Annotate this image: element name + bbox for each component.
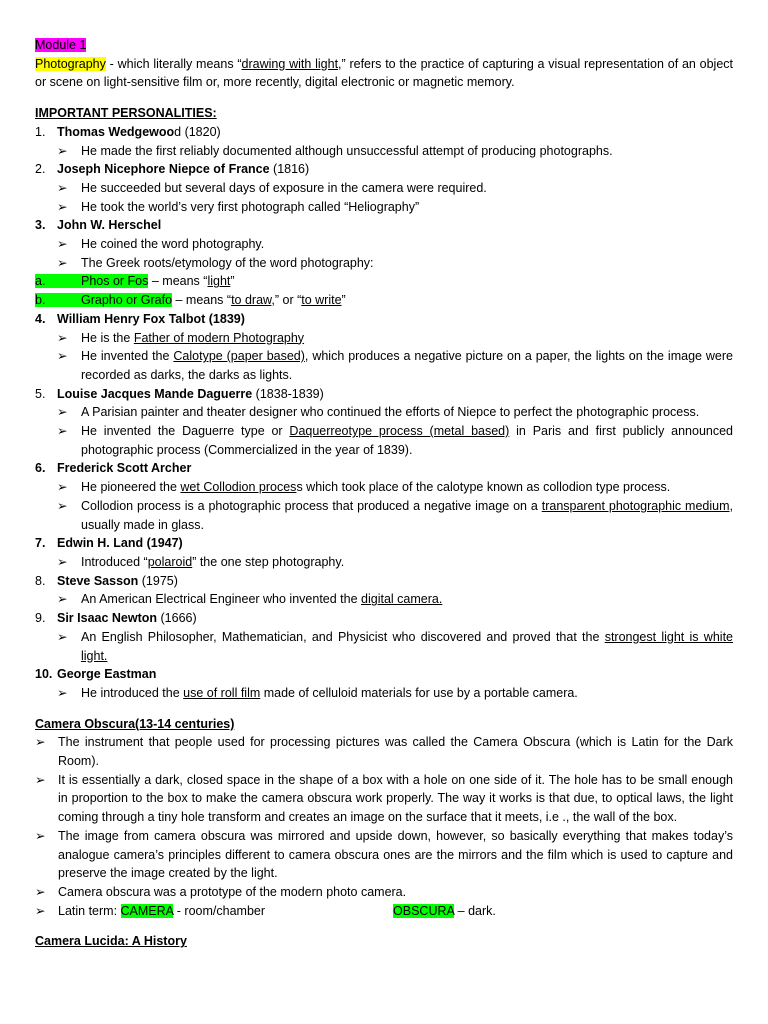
- intro-link: drawing with light: [241, 56, 339, 71]
- module-label: Module 1: [35, 38, 87, 52]
- obscura-item: ➢ The image from camera obscura was mirrored and upside down, however, so basically everything that makes today’s analogue camera’s principles different to camera obscura ones are the mirrors and the film which is used to capture and preserve the image created by the light.: [35, 828, 733, 881]
- arrow-bullet-icon: ➢: [35, 884, 46, 899]
- bullet: ➢ He pioneered the wet Collodion process which took place of the calotype known as collodion type process.: [35, 478, 733, 497]
- obscura-item: ➢ Latin term: CAMERA - room/chamber OBSCURA – dark.: [35, 902, 733, 921]
- personalities-heading: IMPORTANT PERSONALITIES:: [35, 106, 217, 121]
- arrow-bullet-icon: ➢: [57, 685, 68, 700]
- personality-7: 7. Edwin H. Land (1947): [35, 536, 183, 551]
- arrow-bullet-icon: ➢: [35, 735, 46, 750]
- obscura-item: ➢ Camera obscura was a prototype of the modern photo camera.: [35, 883, 733, 902]
- personality-1: 1. Thomas Wedgewood (1820): [35, 124, 221, 139]
- arrow-bullet-icon: ➢: [57, 405, 68, 420]
- bullet: ➢ He took the world’s very first photograph called “Heliography”: [35, 198, 733, 217]
- intro-term: Photography: [35, 56, 106, 71]
- arrow-bullet-icon: ➢: [57, 180, 68, 195]
- bullet: ➢ An American Electrical Engineer who invented the digital camera.: [35, 590, 733, 609]
- bullet: ➢ The Greek roots/etymology of the word photography:: [35, 254, 733, 273]
- bullet: ➢ He invented the Daguerre type or Daquerreotype process (metal based) in Paris and first publicly announced photographic process (Commercialized in the year of 1839).: [57, 424, 734, 457]
- arrow-bullet-icon: ➢: [57, 330, 68, 345]
- bullet: ➢ An English Philosopher, Mathematician, and Physicist who discovered and proved that the strongest light is white light.: [57, 629, 733, 663]
- document-page: [35, 36, 733, 951]
- personality-5: 5. Louise Jacques Mande Daguerre (1838-1839): [35, 386, 324, 401]
- personality-8: 8. Steve Sasson (1975): [35, 573, 178, 588]
- arrow-bullet-icon: ➢: [57, 237, 68, 252]
- bullet: ➢ A Parisian painter and theater designer who continued the efforts of Niepce to perfect the photographic process.: [35, 403, 733, 422]
- arrow-bullet-icon: ➢: [57, 554, 68, 569]
- greek-root-b: b. Grapho or Grafo – means “to draw,” or “to write”: [35, 293, 346, 308]
- bullet: ➢ He made the first reliably documented although unsuccessful attempt of producing photographs.: [35, 142, 733, 161]
- personality-10: 10. George Eastman: [35, 667, 157, 682]
- arrow-bullet-icon: ➢: [57, 592, 68, 607]
- arrow-bullet-icon: ➢: [35, 772, 46, 787]
- personality-9: 9. Sir Isaac Newton (1666): [35, 611, 197, 626]
- arrow-bullet-icon: ➢: [57, 199, 68, 214]
- greek-root-a: a. Phos or Fos – means “light”: [35, 274, 235, 289]
- arrow-bullet-icon: ➢: [57, 143, 68, 158]
- arrow-bullet-icon: ➢: [57, 255, 68, 270]
- obscura-item: ➢ It is essentially a dark, closed space in the shape of a box with a hole on one side of it. The hole has to be small enough in proportion to the box to make the camera obscura work properly. The way it works is that due, to optical laws, the light coming through a tiny hole transform and creates an image on the surface that it meets, i.e ., the wall of the box.: [35, 772, 733, 825]
- lucida-heading: Camera Lucida: A History: [35, 934, 187, 949]
- bullet: ➢ Collodion process is a photographic process that produced a negative image on a transparent photographic medium, usually made in glass.: [57, 498, 733, 532]
- bullet: ➢ He is the Father of modern Photography: [35, 329, 733, 348]
- arrow-bullet-icon: ➢: [57, 480, 68, 495]
- personality-4: 4. William Henry Fox Talbot (1839): [35, 311, 245, 326]
- bullet: ➢ He introduced the use of roll film made of celluloid materials for use by a portable camera.: [35, 684, 733, 703]
- arrow-bullet-icon: ➢: [57, 498, 68, 513]
- arrow-bullet-icon: ➢: [57, 349, 68, 364]
- bullet: ➢ He invented the Calotype (paper based), which produces a negative picture on a paper, the lights on the image were recorded as darks, the darks as lights.: [57, 349, 733, 382]
- obscura-heading: Camera Obscura(13-14 centuries): [35, 716, 235, 731]
- personality-6: 6. Frederick Scott Archer: [35, 461, 192, 476]
- intro-paragraph: Photography - which literally means “drawing with light,” refers to the practice of capturing a visual representation of an object or scene on light-sensitive film or, more recently, digital electronic or magnetic memory.: [35, 56, 733, 90]
- bullet: ➢ Introduced “polaroid” the one step photography.: [35, 553, 733, 572]
- obscura-item: ➢ The instrument that people used for processing pictures was called the Camera Obscura (which is Latin for the Dark Room).: [35, 735, 733, 769]
- bullet: ➢ He coined the word photography.: [35, 235, 733, 254]
- personality-2: 2. Joseph Nicephore Niepce of France (1816): [35, 162, 310, 177]
- arrow-bullet-icon: ➢: [35, 828, 46, 843]
- bullet: ➢ He succeeded but several days of exposure in the camera were required.: [35, 179, 733, 198]
- arrow-bullet-icon: ➢: [35, 903, 46, 918]
- personality-3: 3. John W. Herschel: [35, 218, 162, 233]
- arrow-bullet-icon: ➢: [57, 629, 68, 644]
- arrow-bullet-icon: ➢: [57, 424, 68, 439]
